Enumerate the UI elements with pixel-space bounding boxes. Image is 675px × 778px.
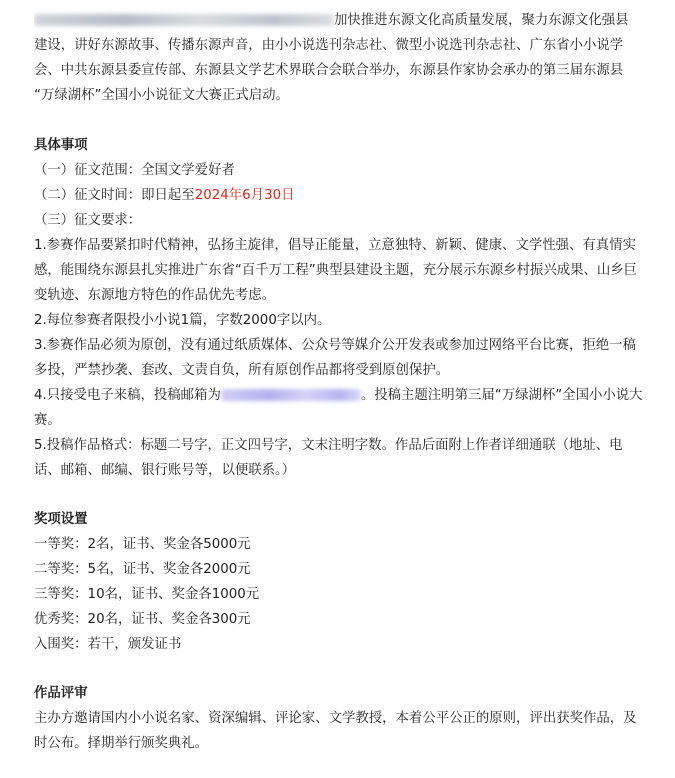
details-time-prefix: （二）征文时间：即日起至: [34, 188, 195, 203]
review-line-2: 时公布。择期举行颁奖典礼。: [34, 736, 209, 751]
award-second: 二等奖：5名，证书、奖金各2000元: [34, 562, 251, 577]
details-scope: （一）征文范围：全国文学爱好者: [34, 163, 235, 178]
requirement-4-suffix: 。投稿主题注明第三届“万绿湖杯”全国小小说大: [360, 388, 643, 403]
requirement-1-line-1: 1.参赛作品要紧扣时代精神，弘扬主旋律，倡导正能量，立意独特、新颖、健康、文学性强、有真情实: [34, 238, 636, 253]
intro-paragraph: [34, 8, 666, 108]
requirement-4-line-1: [34, 383, 675, 408]
details-heading: 具体事项: [34, 138, 88, 153]
requirement-5-line-2: 话、邮箱、邮编、银行账号等，以便联系。）: [34, 463, 296, 478]
review-heading: 作品评审: [34, 686, 88, 701]
requirement-4-line-2: 赛。: [34, 413, 61, 428]
details-time: [34, 183, 675, 208]
requirement-3-line-2: 多投，严禁抄袭、套改、文责自负，所有原创作品都将受到原创保护。: [34, 363, 450, 378]
details-time-deadline: 2024年6月30日: [194, 188, 295, 203]
requirement-4-prefix: 4.只接受电子来稿，投稿邮箱为: [34, 388, 221, 403]
award-excellence: 优秀奖：20名，证书、奖金各300元: [34, 612, 251, 627]
award-third: 三等奖：10名，证书、奖金各1000元: [34, 587, 260, 602]
intro-line-4: “万绿湖杯”全国小小说征文大赛正式启动。: [34, 88, 289, 103]
requirement-2: 2.每位参赛者限投小小说1篇，字数2000字以内。: [34, 313, 331, 328]
requirement-1-line-2: 感，能围绕东源县扎实推进广东省“百千万工程”典型县建设主题，充分展示东源乡村振兴成果、山乡巨: [34, 263, 638, 278]
redacted-email-blur: [221, 389, 361, 401]
awards-heading: 奖项设置: [34, 512, 88, 527]
award-first: 一等奖：2名，证书、奖金各5000元: [34, 537, 251, 552]
details-requirements-label: （三）征文要求：: [34, 213, 142, 228]
intro-line-1: [34, 8, 666, 33]
intro-line-3: 会、中共东源县委宣传部、东源县文学艺术界联合会联合举办，东源县作家协会承办的第三届东源县: [34, 63, 624, 78]
review-line-1: 主办方邀请国内小小说名家、资深编辑、评论家、文学教授，本着公平公正的原则，评出获奖作品，及: [34, 711, 637, 726]
intro-line-1-tail: 加快推进东源文化高质量发展，聚力东源文化强县: [334, 13, 629, 28]
intro-line-2: 建设，讲好东源故事、传播东源声音，由小小说选刊杂志社、微型小说选刊杂志社、广东省小小说学: [34, 38, 624, 53]
requirement-3-line-1: 3.参赛作品必须为原创，没有通过纸质媒体、公众号等媒介公开发表或参加过网络平台比赛，拒绝一稿: [34, 338, 636, 353]
requirement-1-line-3: 变轨迹、东源地方特色的作品优先考虑。: [34, 288, 276, 303]
award-shortlist: 入围奖：若干，颁发证书: [34, 637, 182, 652]
redacted-text-blur: [34, 14, 334, 26]
requirement-5-line-1: 5.投稿作品格式：标题二号字，正文四号字，文末注明字数。作品后面附上作者详细通联（地址、电: [34, 438, 623, 453]
